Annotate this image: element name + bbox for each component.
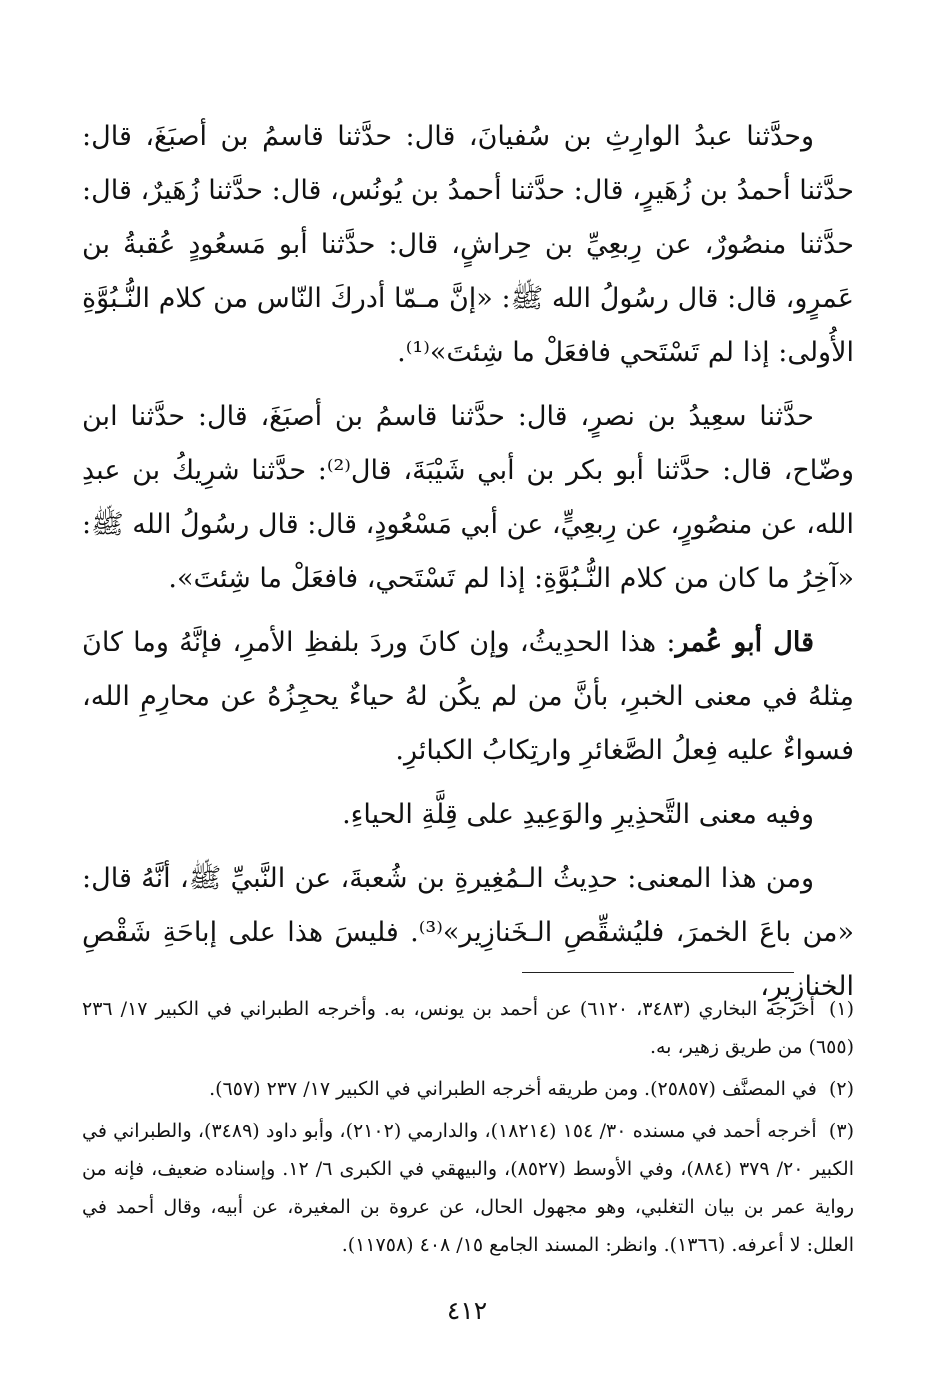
footnote-1-text: أخرجه البخاري (٣٤٨٣، ٦١٢٠) عن أحمد بن يونس، به. وأخرجه الطبراني في الكبير ١٧/ ٢٣٦ (٦٥٥) من طريق زهير، به. (82, 998, 854, 1058)
footnote-3-number: (٣) (828, 1120, 854, 1142)
footnote-1 (82, 990, 854, 1066)
footnote-3 (82, 1112, 854, 1264)
paragraph-3 (82, 616, 854, 778)
footnote-2-text: في المصنَّف (٢٥٨٥٧). ومن طريقه أخرجه الطبراني في الكبير ١٧/ ٢٣٧ (٦٥٧). (209, 1078, 817, 1100)
paragraph-2 (82, 390, 854, 606)
paragraph-1 (82, 110, 854, 380)
paragraph-5-text: ومن هذا المعنى: حدِيثُ الـمُغِيرةِ بن شُعبةَ، عن النَّبيِّ ﷺ، أنَّهُ قال: «من باعَ الخمرَ، فليُشقِّصِ الـخَنازِير»⁽³⁾. فليسَ هذا على إباحَةِ شَقْصِ الخنازِيرِ، (82, 863, 854, 1002)
footnotes (82, 990, 854, 1268)
paragraph-2-text: حدَّثنا سعِيدُ بن نصرٍ، قال: حدَّثنا قاسمُ بن أصبَغَ، قال: حدَّثنا ابن وضّاح، قال: حدَّثنا أبو بكر بن أبي شَيْبَةَ، قال⁽²⁾: حدَّثنا شرِيكُ بن عبدِ الله، عن منصُورٍ، عن رِبعِيٍّ، عن أبي مَسْعُودٍ، قال: قال رسُولُ الله ﷺ: «آخِرُ ما كان من كلام النُّـبُوَّةِ: إذا لم تَسْتَحي، فافعَلْ ما شِئتَ». (82, 401, 854, 594)
paragraph-4 (82, 788, 854, 842)
paragraph-3-lead: قال أبو عُمر (675, 627, 814, 658)
footnote-divider (522, 972, 794, 973)
footnote-1-number: (١) (828, 998, 855, 1020)
paragraph-1-text: وحدَّثنا عبدُ الوارِثِ بن سُفيانَ، قال: حدَّثنا قاسمُ بن أصبَغَ، قال: حدَّثنا أحمدُ بن زُهَيرٍ، قال: حدَّثنا أحمدُ بن يُونُس، قال: حدَّثنا زُهَيرٌ، قال: حدَّثنا منصُورٌ، عن رِبعِيِّ بن حِراشٍ، قال: حدَّثنا أبو مَسعُودٍ عُقبةُ بن عَمرٍو، قال: قال رسُولُ الله ﷺ: «إنَّ مـمّا أدركَ النّاس من كلام النُّـبُوَّةِ الأُولى: إذا لم تَسْتَحي فافعَلْ ما شِئتَ»⁽¹⁾. (82, 121, 854, 368)
paragraph-3-text: : هذا الحدِيثُ، وإن كانَ وردَ بلفظِ الأمرِ، فإنَّهُ وما كانَ مِثلهُ في معنى الخبرِ، بأنَّ من لم يكُن لهُ حياءٌ يحجِزُهُ عن محارِمِ الله، فسواءٌ عليه فِعلُ الصَّغائرِ وارتِكابُ الكبائرِ. (82, 627, 854, 766)
main-text (82, 110, 854, 1024)
footnote-3-text: أخرجه أحمد في مسنده ٣٠/ ١٥٤ (١٨٢١٤)، والدارمي (٢١٠٢)، وأبو داود (٣٤٨٩)، والطبراني في الكبير ٢٠/ ٣٧٩ (٨٨٤)، وفي الأوسط (٨٥٢٧)، والبيهقي في الكبرى ٦/ ١٢. وإسناده ضعيف، فإنه من رواية عمر بن بيان التغلبي، وهو مجهول الحال، عن عروة بن المغيرة، عن أبيه، وقال أحمد في العلل: لا أعرفه. (١٣٦٦). وانظر: المسند الجامع ١٥/ ٤٠٨ (١١٧٥٨). (82, 1120, 854, 1256)
page-number: ٤١٢ (446, 1296, 488, 1325)
footnote-2-number: (٢) (828, 1078, 854, 1100)
footnote-2 (82, 1070, 854, 1108)
paragraph-4-text: وفيه معنى التَّحذِيرِ والوَعِيدِ على قِلَّةِ الحياءِ. (342, 799, 814, 830)
